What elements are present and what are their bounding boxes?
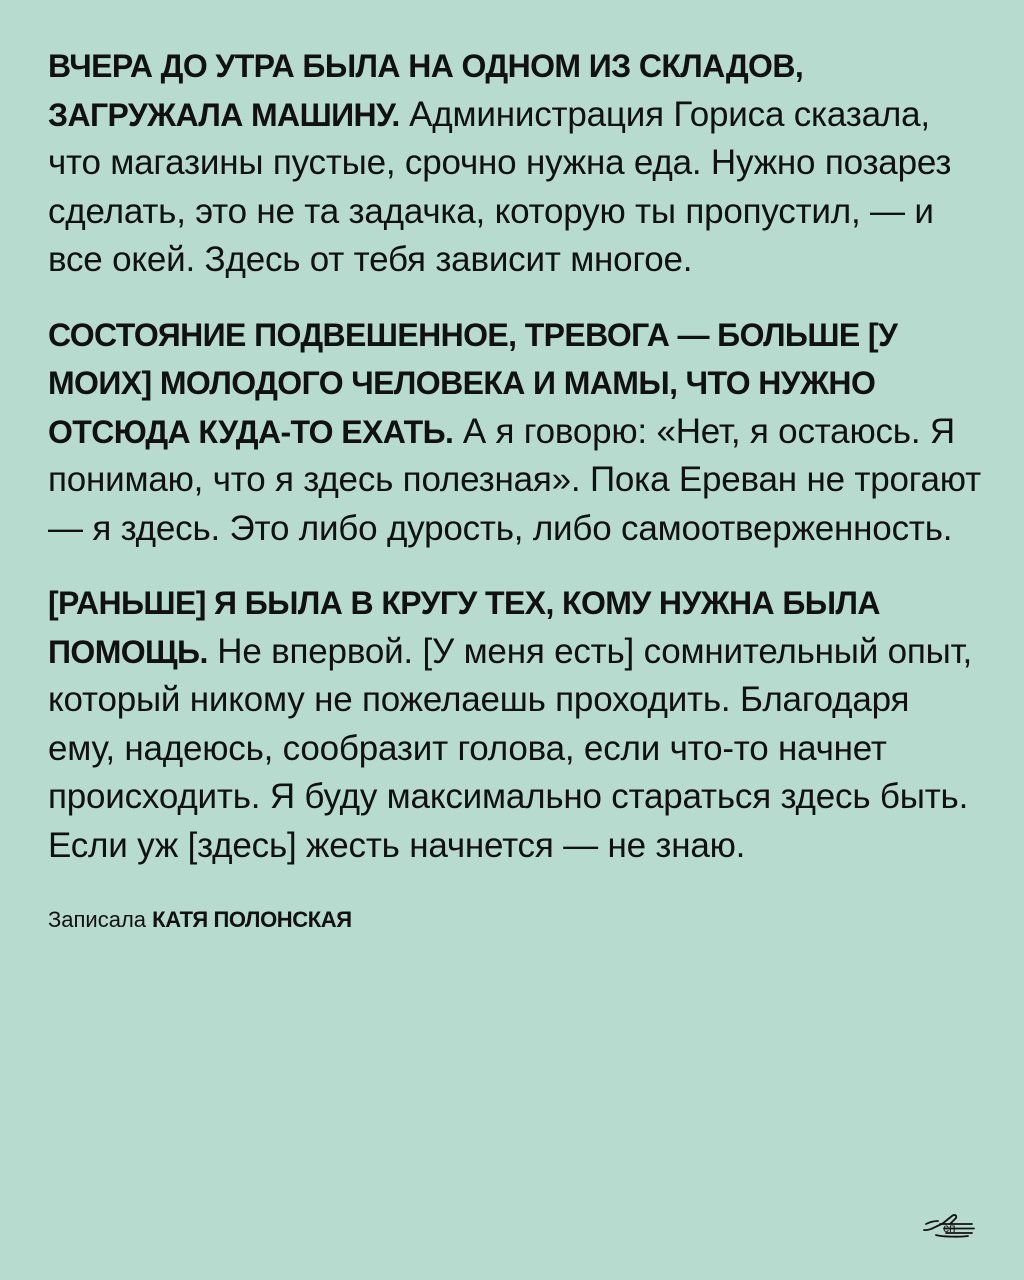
paragraph-3-lead: [РАНЬШЕ] Я БЫЛА В КРУГУ ТЕХ, КОМУ НУЖНА БЫЛА ПОМОЩЬ. <box>48 585 880 670</box>
paragraph-2-text: А я говорю: «Нет, я остаюсь. Я понимаю, что я здесь полезная». Пока Ереван не трогают — я здесь. Это либо дурость, либо самоотверженность. <box>48 411 981 548</box>
paragraph-3 <box>48 579 983 870</box>
logo-text: сп <box>943 1221 956 1235</box>
credit-label: Записала <box>48 907 147 932</box>
paragraph-2-lead: СОСТОЯНИЕ ПОДВЕШЕННОЕ, ТРЕВОГА — БОЛЬШЕ [У МОИХ] МОЛОДОГО ЧЕЛОВЕКА И МАМЫ, ЧТО НУЖНО ОТСЮДА КУДА-ТО ЕХАТЬ. <box>48 316 898 450</box>
author-credit <box>48 906 983 934</box>
article-body <box>48 42 983 934</box>
paragraph-1-lead: ВЧЕРА ДО УТРА БЫЛА НА ОДНОМ ИЗ СКЛАДОВ, ЗАГРУЖАЛА МАШИНУ. <box>48 48 804 133</box>
paragraph-1 <box>48 42 983 285</box>
hand-icon <box>922 1204 978 1238</box>
paragraph-2 <box>48 311 983 554</box>
credit-name: КАТЯ ПОЛОНСКАЯ <box>152 907 352 932</box>
paragraph-3-text: Не впервой. [У меня есть] сомнительный опыт, который никому не пожелаешь проходить. Благодаря ему, надеюсь, сообразит голова, если что-то начнет происходить. Я буду максимально стараться здесь быть. Если уж [здесь] жесть начнется — не знаю. <box>48 631 973 865</box>
paragraph-1-text: Администрация Гориса сказала, что магазины пустые, срочно нужна еда. Нужно позарез сделать, это не та задачка, которую ты пропустил, — и все окей. Здесь от тебя зависит многое. <box>48 94 952 279</box>
